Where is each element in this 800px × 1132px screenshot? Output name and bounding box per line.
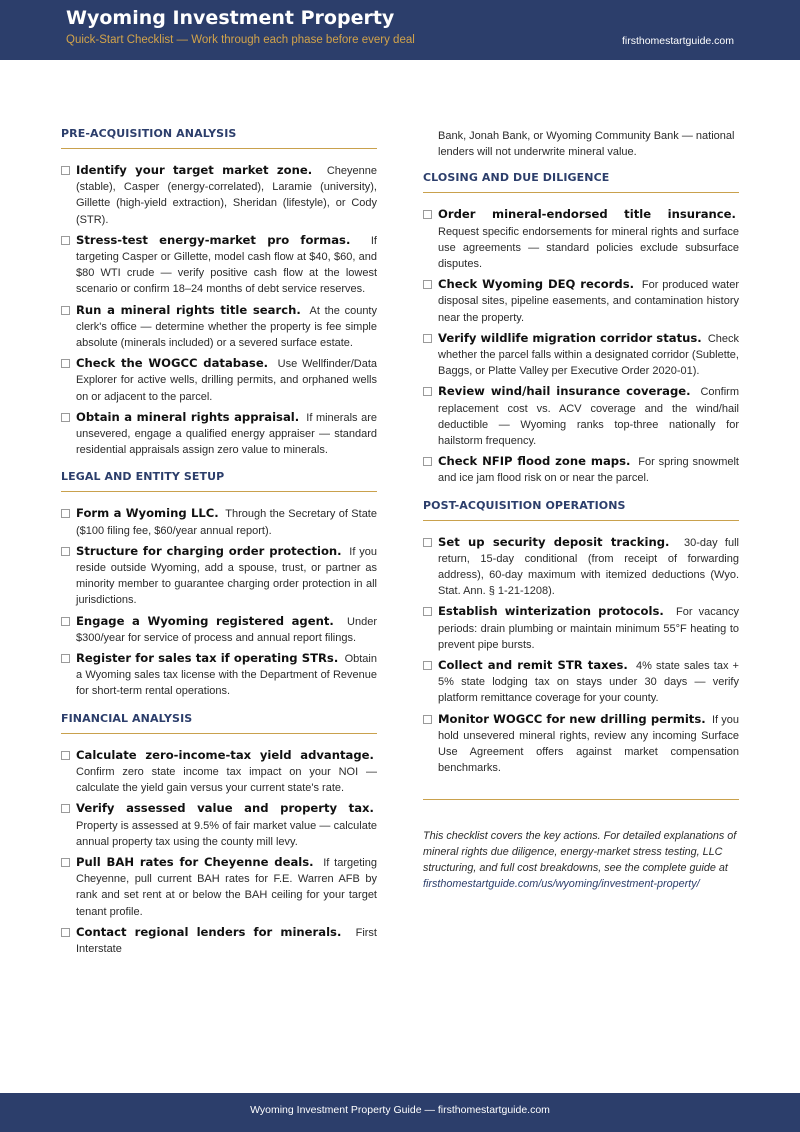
- guide-link[interactable]: firsthomestartguide.com/us/wyoming/investment-property/: [423, 878, 700, 891]
- item-text: Confirm zero state income tax impact on your NOI — calculate the yield gain versus your current state's rate.: [76, 765, 377, 795]
- checkbox-icon[interactable]: [61, 654, 70, 663]
- footer-text: Wyoming Investment Property Guide — firsthomestartguide.com: [250, 1104, 550, 1116]
- item-title: Obtain a mineral rights appraisal.: [76, 409, 300, 424]
- checkbox-icon[interactable]: [61, 359, 70, 368]
- item-title: Identify your target market zone.: [76, 163, 313, 177]
- checkbox-icon[interactable]: [423, 661, 432, 670]
- item-title: Check Wyoming DEQ records.: [438, 277, 634, 292]
- checkbox-icon[interactable]: [423, 457, 432, 466]
- right-column: [423, 128, 739, 892]
- item-text: Obtain a Wyoming sales tax license with the Department of Revenue for short-term rental operations.: [76, 653, 377, 698]
- section-financial: [61, 712, 377, 957]
- item-title: Check the WOGCC database.: [76, 356, 269, 371]
- checkbox-icon[interactable]: [423, 280, 432, 289]
- item-title: Monitor WOGCC for new drilling permits.: [438, 711, 706, 726]
- checklist-item: [423, 206, 739, 272]
- item-title: Collect and remit STR taxes.: [438, 658, 628, 673]
- item-text: At the county clerk's office — determine whether the property is fee simple absolute (minerals included) or a severed surface estate.: [76, 304, 377, 350]
- checkbox-icon[interactable]: [61, 858, 70, 867]
- item-title: Structure for charging order protection.: [76, 543, 342, 558]
- item-title: Verify assessed value and property tax.: [76, 801, 374, 816]
- checklist-item: [423, 657, 739, 707]
- checklist-item: [61, 162, 377, 228]
- checkbox-icon[interactable]: [61, 166, 70, 175]
- section-title: CLOSING AND DUE DILIGENCE: [423, 171, 739, 193]
- item-text: For vacancy periods: drain plumbing or maintain minimum 55°F heating to prevent pipe bursts.: [438, 606, 739, 651]
- checkbox-icon[interactable]: [423, 538, 432, 547]
- checklist-item: [61, 409, 377, 459]
- section-title: POST-ACQUISITION OPERATIONS: [423, 499, 739, 521]
- checkbox-icon[interactable]: [61, 547, 70, 556]
- item-title: Run a mineral rights title search.: [76, 302, 301, 317]
- checkbox-icon[interactable]: [61, 751, 70, 760]
- item-text: 30-day full return, 15-day conditional (from receipt of forwarding address), 60-day maximum with itemized deductions (Wyo. Stat. Ann. § 1-21-1208).: [438, 536, 739, 598]
- item-text: First Interstate: [76, 926, 377, 955]
- item-title: Establish winterization protocols.: [438, 604, 664, 619]
- item-continuation: Bank, Jonah Bank, or Wyoming Community Bank — national lenders will not underwrite mineral value.: [438, 130, 735, 159]
- item-title: Form a Wyoming LLC.: [76, 506, 219, 521]
- checklist-item: [61, 800, 377, 850]
- section-post-acquisition: [423, 499, 739, 777]
- checklist-item: [61, 232, 377, 298]
- checkbox-icon[interactable]: [61, 617, 70, 626]
- item-title: Pull BAH rates for Cheyenne deals.: [76, 854, 314, 869]
- checklist-item: [61, 854, 377, 920]
- checkbox-icon[interactable]: [61, 509, 70, 518]
- section-closing: [423, 171, 739, 486]
- item-text: If you hold unsevered mineral rights, review any incoming Surface Use Agreement offers against market compensation benchmarks.: [438, 713, 739, 775]
- item-title: Register for sales tax if operating STRs.: [76, 651, 339, 666]
- item-title: Set up security deposit tracking.: [438, 534, 670, 549]
- checkbox-icon[interactable]: [61, 236, 70, 245]
- checklist-item: [423, 603, 739, 653]
- checklist-item: [423, 383, 739, 449]
- page-footer: [0, 1093, 800, 1132]
- checklist-item: [423, 330, 739, 380]
- checkbox-icon[interactable]: [61, 306, 70, 315]
- note-text: This checklist covers the key actions. For detailed explanations of mineral rights due diligence, energy-market stress testing, LLC structuring, and full cost breakdowns, see the complete guide at: [423, 829, 737, 874]
- left-column: [61, 127, 377, 961]
- header-subtitle: Quick-Start Checklist — Work through each phase before every deal: [66, 34, 415, 46]
- checklist-item: [423, 276, 739, 326]
- checkbox-icon[interactable]: [423, 387, 432, 396]
- page-header: [0, 0, 800, 60]
- item-title: Review wind/hail insurance coverage.: [438, 384, 691, 399]
- checklist-item: [61, 505, 377, 538]
- item-title: Check NFIP flood zone maps.: [438, 454, 631, 469]
- item-text: If minerals are unsevered, engage a qualified energy appraiser — standard residential appraisals assign zero value to minerals.: [76, 411, 377, 457]
- item-text: Use Wellfinder/Data Explorer for active wells, drilling permits, and orphaned wells on or adjacent to the parcel.: [76, 358, 377, 403]
- checklist-item: [61, 543, 377, 609]
- guide-note: [423, 828, 739, 893]
- checklist-item: [423, 534, 739, 600]
- checkbox-icon[interactable]: [61, 928, 70, 937]
- item-text: If you reside outside Wyoming, add a spouse, trust, or partner as minority member to guarantee charging order protection in all jurisdictions.: [76, 545, 377, 607]
- item-title: Contact regional lenders for minerals.: [76, 924, 342, 939]
- checkbox-icon[interactable]: [423, 715, 432, 724]
- checklist-item: [61, 355, 377, 405]
- checklist-item: [61, 924, 377, 957]
- checkbox-icon[interactable]: [423, 210, 432, 219]
- item-text: 4% state sales tax + 5% state lodging tax on stays under 30 days — verify platform remittance coverage for your county.: [438, 660, 739, 705]
- item-title: Engage a Wyoming registered agent.: [76, 613, 334, 628]
- item-text: Request specific endorsements for mineral rights and surface use agreements — standard policies exclude subsurface disputes.: [438, 225, 739, 271]
- item-text: Under $300/year for service of process and annual report filings.: [76, 615, 377, 644]
- item-text: If targeting Cheyenne, pull current BAH rates for F.E. Warren AFB by rank and set rent at or below the BAH ceiling for your target tenant profile.: [76, 856, 377, 918]
- section-legal: [61, 470, 377, 699]
- section-title: LEGAL AND ENTITY SETUP: [61, 470, 377, 492]
- section-title: FINANCIAL ANALYSIS: [61, 712, 377, 734]
- item-text: Cheyenne (stable), Casper (energy-correlated), Laramie (university), Gillette (high-yield extraction), Sheridan (lifestyle), or Cody (STR).: [76, 165, 377, 226]
- item-text: If targeting Casper or Gillette, model cash flow at $40, $60, and $80 WTI crude — verify positive cash flow at the lowest scenario or confirm 18–24 months of debt service reserves.: [76, 234, 377, 296]
- item-text: Confirm replacement cost vs. ACV coverage and the wind/hail deductible — Wyoming ranks top-three nationally for hailstorm frequency.: [438, 386, 739, 448]
- checklist-item: [423, 711, 739, 777]
- divider: [423, 799, 739, 800]
- checkbox-icon[interactable]: [61, 413, 70, 422]
- item-title: Verify wildlife migration corridor status.: [438, 330, 702, 345]
- checkbox-icon[interactable]: [423, 334, 432, 343]
- checklist-item: [61, 613, 377, 646]
- checklist-item: [61, 302, 377, 352]
- item-text: For produced water disposal sites, pipeline easements, and contamination history near the property.: [438, 279, 739, 324]
- section-pre-acquisition: [61, 127, 377, 458]
- item-text: For spring snowmelt and ice jam flood risk on or near the parcel.: [438, 456, 739, 485]
- item-title: Order mineral-endorsed title insurance.: [438, 207, 736, 222]
- item-text: Property is assessed at 9.5% of fair market value — calculate annual property tax using the county mill levy.: [76, 819, 377, 848]
- checkbox-icon[interactable]: [423, 607, 432, 616]
- checklist-item: [61, 747, 377, 797]
- header-site-link[interactable]: firsthomestartguide.com: [621, 35, 734, 47]
- section-title: PRE-ACQUISITION ANALYSIS: [61, 127, 377, 149]
- item-title: Stress-test energy-market pro formas.: [76, 232, 351, 247]
- item-text: Through the Secretary of State ($100 filing fee, $60/year annual report).: [76, 508, 377, 537]
- checklist-item: [423, 453, 739, 486]
- checklist-item: [61, 650, 377, 700]
- item-title: Calculate zero-income-tax yield advantage.: [76, 747, 374, 762]
- item-text: Check whether the parcel falls within a designated corridor (Sublette, Baggs, or Platte Valley per Executive Order 2020-01).: [438, 332, 739, 378]
- header-title: Wyoming Investment Property: [66, 7, 395, 29]
- checkbox-icon[interactable]: [61, 804, 70, 813]
